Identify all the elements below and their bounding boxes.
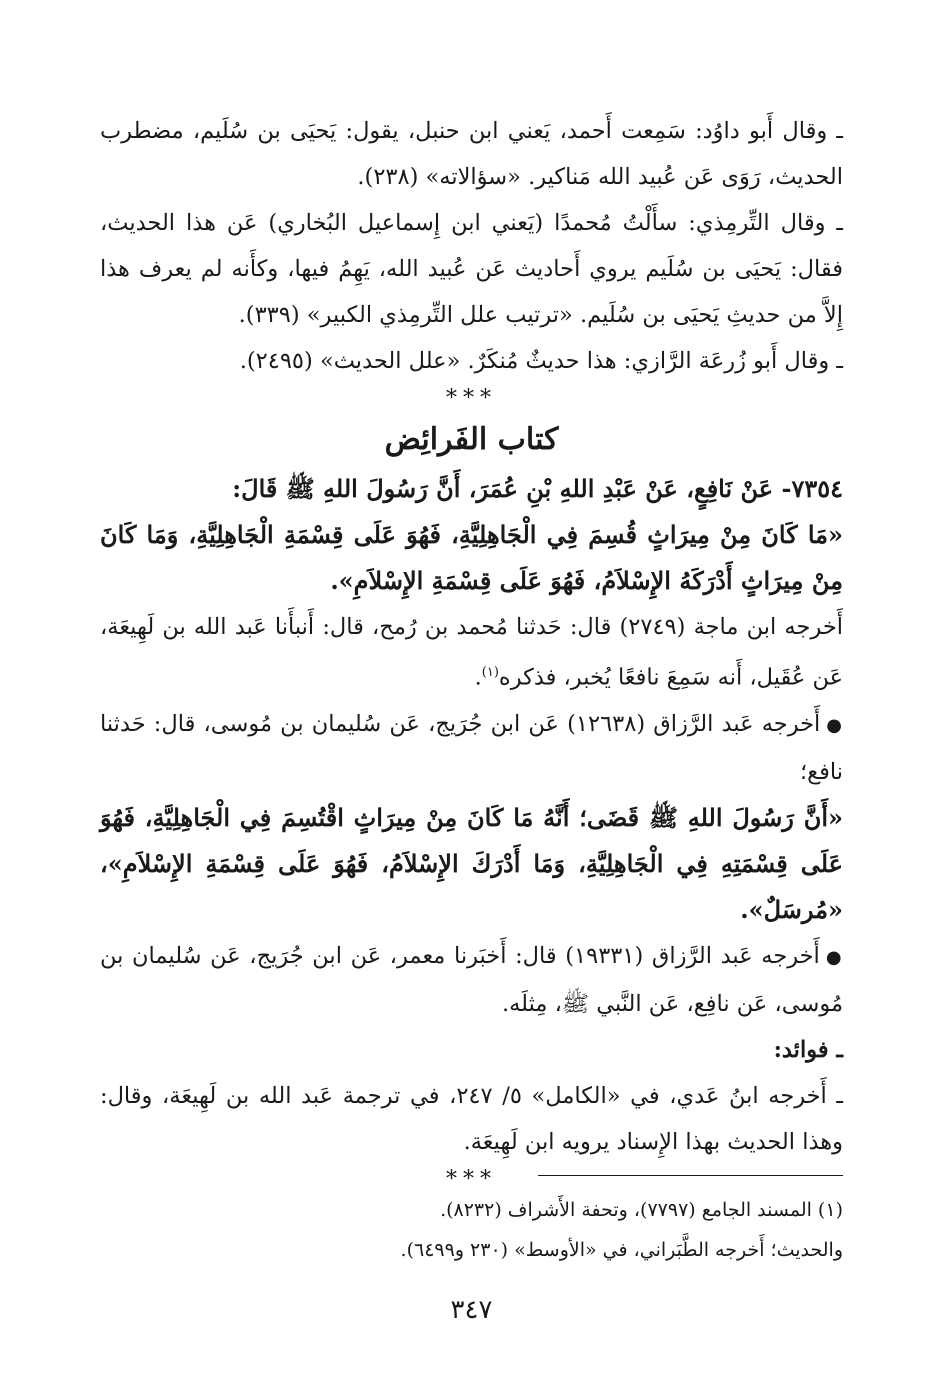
footnote-divider: [538, 1175, 843, 1176]
section-separator: ***: [446, 386, 497, 411]
paragraph-abu-zura: ـ وقال أَبو زُرعَة الرَّازي: هذا حديثٌ مُنكَرٌ. «علل الحديث» (٢٤٩٥).: [239, 348, 843, 374]
takhrij-ibn-majah-text: أَخرجه ابن ماجة (٢٧٤٩) قال: حَدثنا مُحمد بن رُمح، قال: أَنبأَنا عَبد الله بن لَهِيعَة، عَن عُقَيل، أَنه سَمِعَ نافعًا يُخبر، فذكره: [100, 614, 843, 691]
takhrij-abd-al-razzaq-1-text: أَخرجه عَبد الرَّزاق (١٢٦٣٨) عَن ابن جُرَيج، عَن سُليمان بن مُوسى، قال: حَدثنا نافع؛: [100, 710, 843, 785]
hadith-matn-mursal: «أَنَّ رَسُولَ اللهِ ﷺ قَضَى؛ أَنَّهُ مَا كَانَ مِنْ مِيرَاثٍ اقْتُسِمَ فِي الْجَاهِلِيَّةِ، فَهُوَ عَلَى قِسْمَتِهِ فِي الْجَاهِلِيَّةِ، وَمَا أَدْرَكَ الإِسْلاَمُ، فَهُوَ عَلَى قِسْمَةِ الإِسْلاَمِ»، «مُرسَلٌ».: [100, 802, 843, 924]
chapter-title: كتاب الفَرائِض: [384, 422, 559, 457]
footnote-1: (١) المسند الجامع (٧٧٩٧)، وتحفة الأَشراف (٨٢٣٢).: [440, 1199, 843, 1221]
page-number: ٣٤٧: [450, 1295, 493, 1325]
takhrij-abd-al-razzaq-2: [100, 933, 843, 1027]
paragraph-tirmidhi: ـ وقال التِّرمِذي: سأَلْتُ مُحمدًا (يَعني ابن إِسماعيل البُخاري) عَن هذا الحديث، فقال: يَحيَى بن سُلَيم يروي أَحاديث عَن عُبيد الله، يَهِمُ فيها، وكأَنه لم يعرف هذا إِلاَّ من حديثِ يَحيَى بن سُلَيم. «ترتيب علل التِّرمِذي الكبير» (٣٣٩).: [100, 210, 843, 328]
paragraph-abu-dawud: ـ وقال أَبو داوُد: سَمِعت أَحمد، يَعني ابن حنبل، يقول: يَحيَى بن سُلَيم، مضطرب الحديث، رَوَى عَن عُبيد الله مَناكير. «سؤالاته» (٢٣٨).: [100, 118, 843, 190]
takhrij-abd-al-razzaq-1: [100, 701, 843, 795]
fawaid-heading: ـ فوائد:: [773, 1036, 843, 1063]
page-body: [100, 108, 843, 1195]
footnote-reference: (١): [481, 665, 499, 680]
bullet-icon: ●: [825, 946, 843, 968]
section-separator-end: ***: [446, 1166, 497, 1192]
takhrij-abd-al-razzaq-2-text: أَخرجه عَبد الرَّزاق (١٩٣٣١) قال: أَخبَرنا معمر، عَن ابن جُرَيج، عَن سُليمان بن مُوسى، عَن نافِع، عَن النَّبي ﷺ، مِثلَه.: [100, 942, 843, 1017]
footnotes: [100, 1190, 843, 1270]
takhrij-ibn-majah: أَخرجه ابن ماجة (٢٧٤٩) قال: حَدثنا مُحمد بن رُمح، قال: أَنبأَنا عَبد الله بن لَهِيعَة، عَن عُقَيل، أَنه سَمِعَ نافعًا يُخبر، فذكره$^{(١)}$.: [100, 614, 843, 691]
bullet-icon: ●: [826, 714, 844, 736]
footnote-1-continued: والحديث؛ أَخرجه الطَّبَراني، في «الأوسط» (٢٣٠ و٦٤٩٩).: [400, 1239, 843, 1261]
hadith-isnad: ٧٣٥٤- عَنْ نَافِعٍ، عَنْ عَبْدِ اللهِ بْنِ عُمَرَ، أَنَّ رَسُولَ اللهِ ﷺ قَالَ:: [232, 474, 843, 503]
hadith-matn: «مَا كَانَ مِنْ مِيرَاثٍ قُسِمَ فِي الْجَاهِلِيَّةِ، فَهُوَ عَلَى قِسْمَةِ الْجَاهِلِيَّةِ، وَمَا كَانَ مِنْ مِيرَاثٍ أَدْرَكَهُ الإِسْلاَمُ، فَهُوَ عَلَى قِسْمَةِ الإِسْلاَمِ».: [100, 520, 843, 595]
fawaid-text: ـ أَخرجه ابنُ عَدي، في «الكامل» ٥/ ٢٤٧، في ترجمة عَبد الله بن لَهِيعَة، وقال: وهذا الحديث بهذا الإِسناد يرويه ابن لَهِيعَة.: [100, 1082, 844, 1155]
